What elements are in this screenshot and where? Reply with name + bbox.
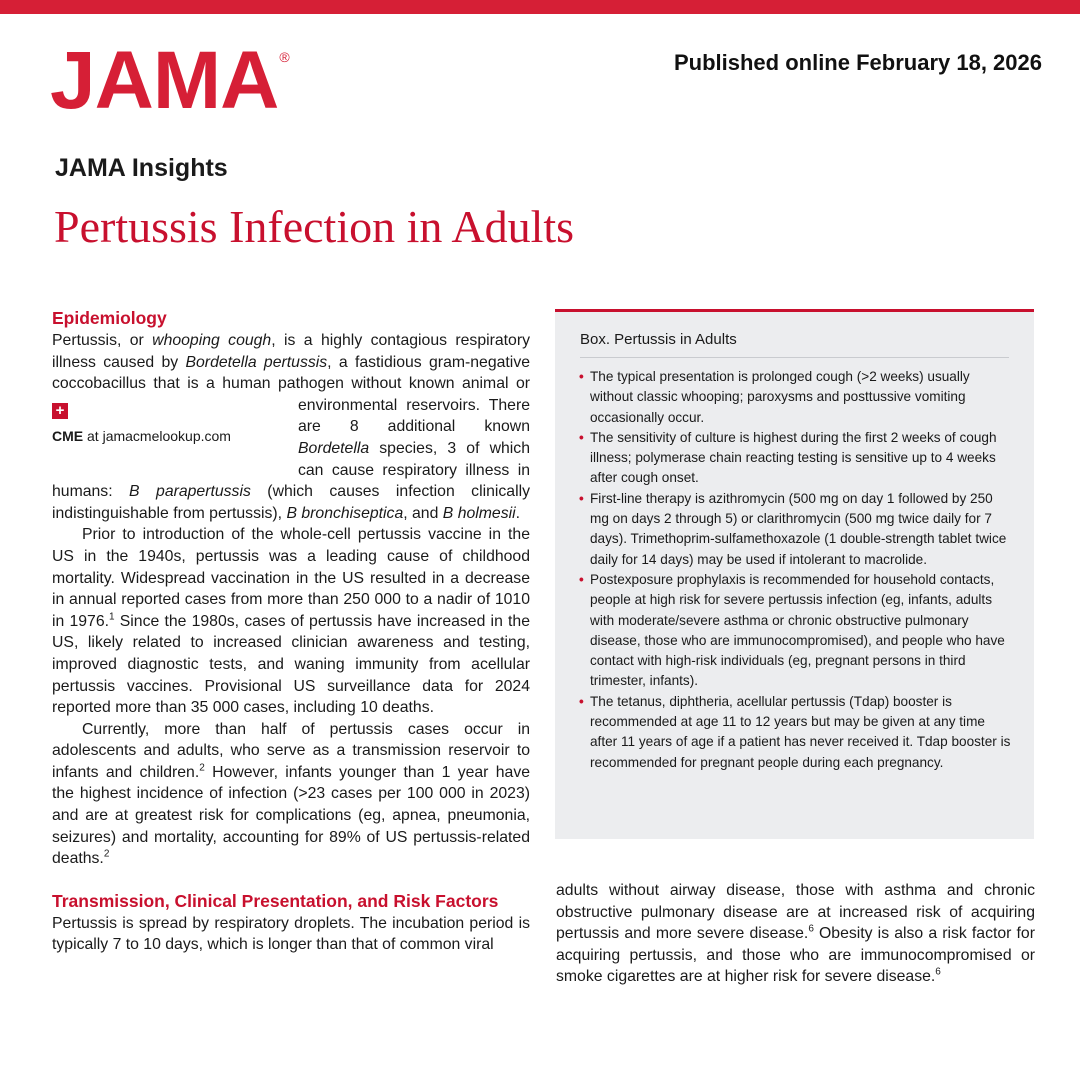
reference-link[interactable]: 6 bbox=[935, 967, 941, 979]
reference-link[interactable]: 1 bbox=[109, 611, 115, 623]
registered-mark: ® bbox=[279, 49, 289, 65]
box-list-item: • The sensitivity of culture is highest during the first 2 weeks of cough illness; polymerase chain reacting testing is sensitive up to 4 weeks after cough onset. bbox=[579, 429, 997, 486]
cme-link[interactable]: CME at jamacmelookup.com bbox=[52, 427, 231, 444]
article-title: Pertussis Infection in Adults bbox=[54, 201, 575, 252]
box-list-item: • The tetanus, diphtheria, acellular pertussis (Tdap) booster is recommended at age 11 to 12 years but may be given at any time after 11 years of age if a patient has never received it. Tdap booster is recommended for pregnant people during each pregnancy. bbox=[579, 693, 1011, 770]
epidemiology-heading: Epidemiology bbox=[52, 308, 167, 328]
box-list bbox=[579, 367, 1012, 773]
box-divider bbox=[580, 357, 1009, 358]
top-accent-bar bbox=[0, 0, 1080, 14]
reference-link[interactable]: 2 bbox=[103, 848, 110, 860]
box-list-item: • First-line therapy is azithromycin (500 mg on day 1 followed by 250 mg on days 2 through 5) or clarithromycin (500 mg twice daily for 7 days). Trimethoprim-sulfamethoxazole (1 double-strength tablet twice daily for 14 days) may be used if intolerant to macrolide. bbox=[579, 490, 1007, 567]
right-column bbox=[556, 880, 1035, 988]
box-list-item: • The typical presentation is prolonged cough (>2 weeks) usually without classic whooping; paroxysms and posttussive vomiting occasionally occur. bbox=[579, 369, 970, 425]
section-label: JAMA Insights bbox=[55, 154, 228, 182]
transmission-heading: Transmission, Clinical Presentation, and Risk Factors bbox=[52, 890, 499, 911]
jama-logo: JAMA® bbox=[50, 35, 289, 126]
epidemiology-paragraph-2: Prior to introduction of the whole-cell pertussis vaccine in the US in the 1940s, pertussis was a leading cause of childhood mortality. Widespread vaccination in the US resulted in a decrease in annual reported cases from more than 250 000 to a nadir of 1010 in 1976.$^1$ Since the 1980s, cases of pertussis have increased in the US, likely related to increased clinician awareness and testing, improved diagnostic tests, and waning immunity from acellular pertussis vaccines. Provisional US surveillance data for 2024 reported more than 35 000 cases, including 10 deaths. bbox=[52, 526, 530, 717]
cme-callout[interactable] bbox=[52, 395, 298, 463]
epidemiology-paragraph-3: Currently, more than half of pertussis cases occur in adolescents and adults, who serve as a transmission reservoir to infants and children.$^2$ However, infants younger than 1 year have the highest incidence of infection (>23 cases per 100 000 in 2023) and are at greatest risk for complications (eg, apnea, pneumonia, seizures) and mortality, accounting for 89% of US pertussis-related deaths.$^2$ bbox=[52, 720, 531, 868]
left-column bbox=[52, 306, 530, 956]
reference-link[interactable]: 6 bbox=[808, 923, 814, 935]
bullet-icon: • bbox=[579, 571, 584, 587]
plus-icon: + bbox=[52, 403, 68, 419]
box-title: Box. Pertussis in Adults bbox=[580, 331, 737, 348]
bullet-icon: • bbox=[579, 693, 584, 709]
transmission-paragraph-1: Pertussis is spread by respiratory droplets. The incubation period is typically 7 to 10 days, which is longer than that of common viral bbox=[52, 914, 530, 954]
reference-link[interactable]: 2 bbox=[199, 762, 205, 774]
epidemiology-paragraph-1: Pertussis, or whooping cough, is a highly contagious respiratory illness caused by Bordetella pertussis, a fastidious gram-negative coccobacillus that is a human pathogen without known animal or + CME at jamacmelookup.com environmental reservoirs. There are 8 additional known Bordetella species, 3 of which can cause respiratory illness in humans: B parapertussis (which causes infection clinically indistinguishable from pertussis), B bronchiseptica, and B holmesii. bbox=[52, 332, 531, 522]
bullet-icon: • bbox=[579, 490, 584, 506]
publication-date: Published online February 18, 2026 bbox=[673, 50, 1042, 75]
box-list-item: • Postexposure prophylaxis is recommended for household contacts, people at high risk for severe pertussis infection (eg, infants, adults with moderate/severe asthma or chronic obstructive pulmonary disease, those who are immunocompromised), and people who have contact with high-risk individuals (eg, pregnant persons in third trimester, infants). bbox=[579, 571, 1005, 689]
bullet-icon: • bbox=[579, 429, 584, 445]
bullet-icon: • bbox=[579, 369, 584, 384]
right-column-paragraph: adults without airway disease, those with asthma and chronic obstructive pulmonary disease are at increased risk of acquiring pertussis and more severe disease.$^6$ Obesity is also a risk factor for acquiring pertussis, and those who are immunocompromised or smoke cigarettes are at higher risk for severe disease.$^6$ bbox=[556, 882, 1035, 986]
box-pertussis-in-adults bbox=[555, 309, 1034, 839]
